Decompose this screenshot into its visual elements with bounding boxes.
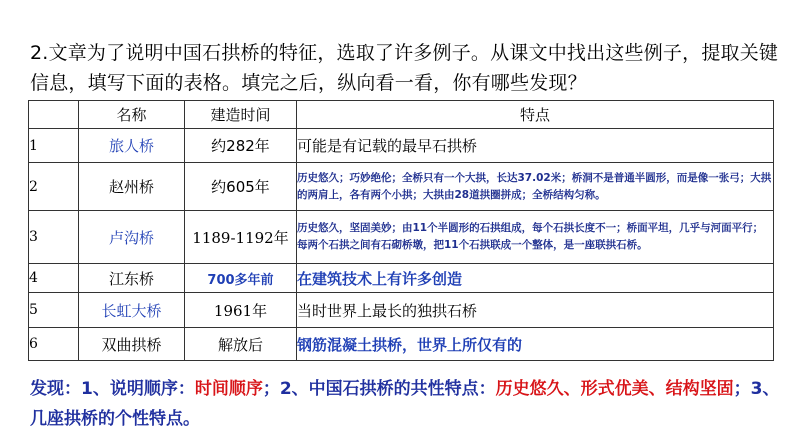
finding-time-order: 时间顺序 [194, 379, 263, 399]
bridge-name: 江东桥 [79, 264, 185, 293]
bridge-name: 卢沟桥 [79, 211, 185, 264]
bridge-name: 旅人桥 [79, 129, 185, 163]
bridge-year: 解放后 [185, 328, 297, 361]
bridge-feature: 当时世界上最长的独拱石桥 [297, 293, 774, 328]
table-row [29, 129, 774, 163]
finding-text [30, 374, 790, 434]
row-index: 2 [29, 163, 79, 211]
bridge-year: 约605年 [185, 163, 297, 211]
finding-part-5: ；3、几座拱桥的个性特点。 [30, 379, 780, 429]
bridge-name: 赵州桥 [79, 163, 185, 211]
bridge-year: 1189-1192年 [185, 211, 297, 264]
header-name: 名称 [79, 101, 185, 129]
bridge-feature: 钢筋混凝土拱桥，世界上所仅有的 [297, 328, 774, 361]
bridge-table [28, 100, 774, 361]
bridge-name: 双曲拱桥 [79, 328, 185, 361]
row-index: 3 [29, 211, 79, 264]
bridge-year: 700多年前 [185, 264, 297, 293]
header-year: 建造时间 [185, 101, 297, 129]
row-index: 1 [29, 129, 79, 163]
row-index: 5 [29, 293, 79, 328]
table-header-row [29, 101, 774, 129]
bridge-feature: 在建筑技术上有许多创造 [297, 264, 774, 293]
finding-part-1: 发现：1、说明顺序： [30, 379, 195, 399]
finding-part-3: ；2、中国石拱桥的共性特点： [262, 379, 496, 399]
bridge-feature: 历史悠久；巧妙绝伦；全桥只有一个大拱，长达37.02米；桥洞不是普通半圆形，而是像一张弓；大拱的两肩上，各有两个小拱；大拱由28道拱圈拼成；全桥结构匀称。 [297, 163, 774, 211]
bridge-feature: 可能是有记载的最早石拱桥 [297, 129, 774, 163]
bridge-feature: 历史悠久，坚固美妙；由11个半圆形的石拱组成，每个石拱长度不一；桥面平坦，几乎与河面平行；每两个石拱之间有石砌桥墩，把11个石拱联成一个整体，是一座联拱石桥。 [297, 211, 774, 264]
header-index [29, 101, 79, 129]
row-index: 6 [29, 328, 79, 361]
table-row [29, 264, 774, 293]
question-text: 2.文章为了说明中国石拱桥的特征，选取了许多例子。从课文中找出这些例子，提取关键信息，填写下面的表格。填完之后，纵向看一看，你有哪些发现？ [30, 42, 779, 94]
table-row [29, 163, 774, 211]
bridge-year: 1961年 [185, 293, 297, 328]
bridge-name: 长虹大桥 [79, 293, 185, 328]
table-row [29, 211, 774, 264]
header-feature: 特点 [297, 101, 774, 129]
finding-common-traits: 历史悠久、形式优美、结构坚固 [495, 379, 734, 399]
table-row [29, 293, 774, 328]
table-row [29, 328, 774, 361]
row-index: 4 [29, 264, 79, 293]
bridge-year: 约282年 [185, 129, 297, 163]
